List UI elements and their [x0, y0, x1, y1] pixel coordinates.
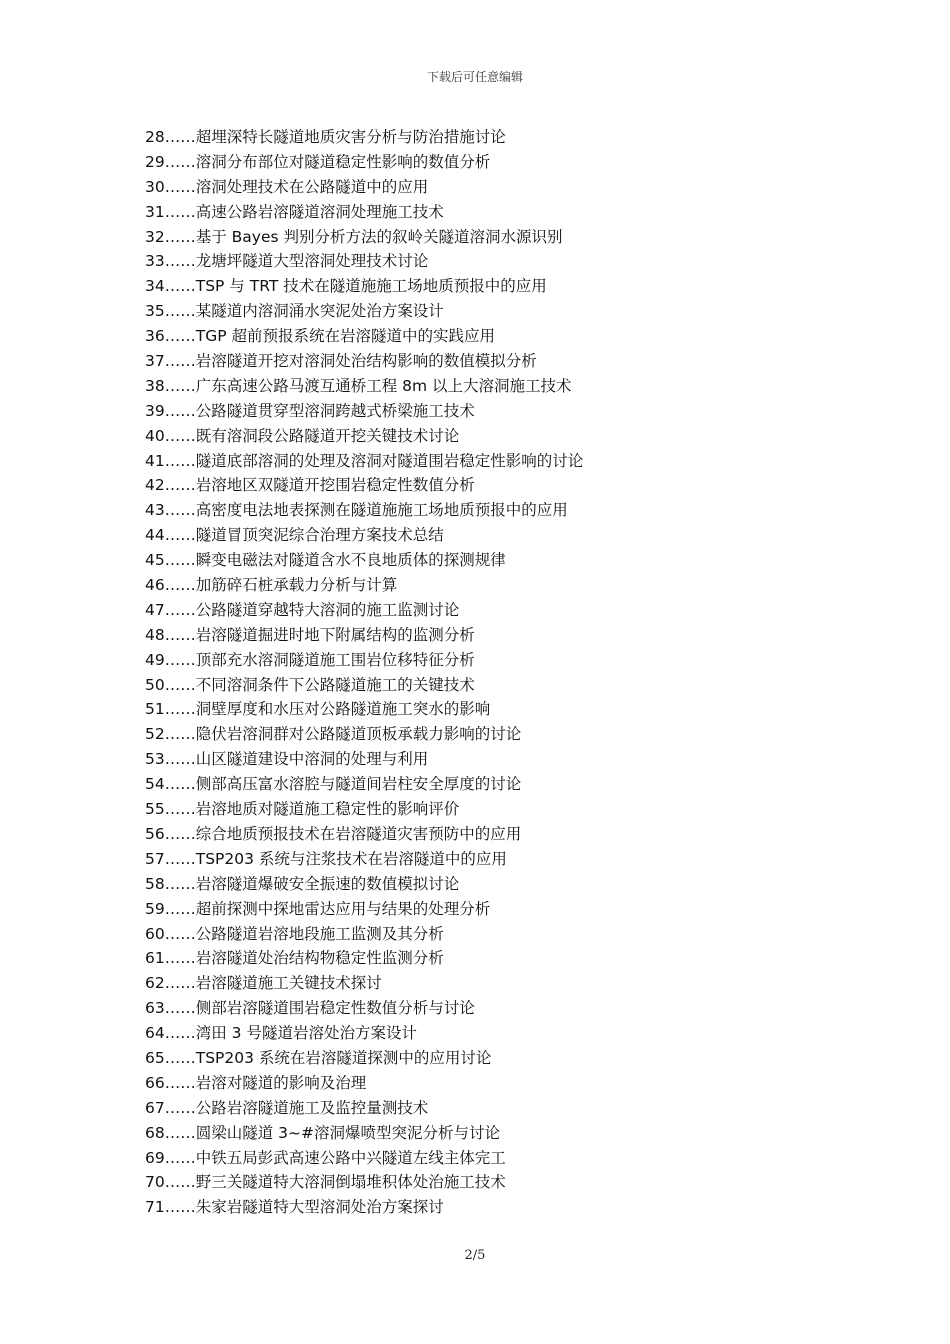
list-item: 33……龙塘坪隧道大型溶洞处理技术讨论 — [145, 252, 429, 271]
list-item: 28……超埋深特长隧道地质灾害分析与防治措施讨论 — [145, 128, 506, 146]
list-item: 69……中铁五局彭武高速公路中兴隧道左线主体完工 — [145, 1148, 506, 1167]
list-item: 42……岩溶地区双隧道开挖围岩稳定性数值分析 — [145, 476, 475, 495]
list-item: 52……隐伏岩溶洞群对公路隧道顶板承载力影响的讨论 — [145, 725, 522, 744]
list-item: 43……高密度电法地表探测在隧道施施工场地质预报中的应用 — [145, 501, 568, 520]
list-item: 40……既有溶洞段公路隧道开挖关键技术讨论 — [145, 426, 460, 445]
list-item: 37……岩溶隧道开挖对溶洞处治结构影响的数值模拟分析 — [145, 352, 537, 371]
list-item: 53……山区隧道建设中溶洞的处理与利用 — [145, 750, 429, 769]
list-item: 58……岩溶隧道爆破安全振速的数值模拟讨论 — [145, 874, 460, 893]
list-item: 47……公路隧道穿越特大溶洞的施工监测讨论 — [145, 600, 460, 619]
list-item: 59……超前探测中探地雷达应用与结果的处理分析 — [145, 899, 491, 918]
list-item: 34……TSP 与 TRT 技术在隧道施施工场地质预报中的应用 — [145, 277, 547, 296]
list-item: 35……某隧道内溶洞涌水突泥处治方案设计 — [145, 302, 444, 321]
list-item: 49……顶部充水溶洞隧道施工围岩位移特征分析 — [145, 650, 475, 669]
list-item: 65……TSP203 系统在岩溶隧道探测中的应用讨论 — [145, 1048, 492, 1067]
list-item: 70……野三关隧道特大溶洞倒塌堆积体处治施工技术 — [145, 1173, 506, 1192]
list-item: 68……圆梁山隧道 3~#溶洞爆喷型突泥分析与讨论 — [145, 1123, 500, 1142]
list-item: 46……加筋碎石桩承载力分析与计算 — [145, 576, 398, 595]
list-item: 62……岩溶隧道施工关键技术探讨 — [145, 974, 382, 993]
list-item: 56……综合地质预报技术在岩溶隧道灾害预防中的应用 — [145, 824, 522, 843]
list-item: 50……不同溶洞条件下公路隧道施工的关键技术 — [145, 675, 475, 694]
list-item: 48……岩溶隧道掘进时地下附属结构的监测分析 — [145, 625, 475, 644]
list-item: 51……洞壁厚度和水压对公路隧道施工突水的影响 — [145, 700, 491, 719]
list-item: 44……隧道冒顶突泥综合治理方案技术总结 — [145, 526, 444, 545]
page-header: 下载后可任意编辑 — [426, 70, 523, 84]
list-item: 60……公路隧道岩溶地段施工监测及其分析 — [145, 924, 444, 943]
list-item: 57……TSP203 系统与注浆技术在岩溶隧道中的应用 — [145, 849, 507, 868]
list-item: 41……隧道底部溶洞的处理及溶洞对隧道围岩稳定性影响的讨论 — [145, 451, 584, 470]
list-item: 61……岩溶隧道处治结构物稳定性监测分析 — [145, 949, 444, 968]
list-item: 31……高速公路岩溶隧道溶洞处理施工技术 — [145, 202, 444, 221]
list-item: 64……湾田 3 号隧道岩溶处治方案设计 — [145, 1024, 417, 1043]
list-item: 45……瞬变电磁法对隧道含水不良地质体的探测规律 — [145, 551, 506, 570]
list-item: 32……基于 Bayes 判别分析方法的叙岭关隧道溶洞水源识别 — [145, 227, 563, 246]
list-item: 55……岩溶地质对隧道施工稳定性的影响评价 — [145, 800, 460, 819]
list-item: 66……岩溶对隧道的影响及治理 — [145, 1073, 367, 1092]
list-item: 29……溶洞分布部位对隧道稳定性影响的数值分析 — [145, 152, 491, 171]
list-item: 67……公路岩溶隧道施工及监控量测技术 — [145, 1098, 429, 1117]
list-item: 54……侧部高压富水溶腔与隧道间岩柱安全厚度的讨论 — [145, 775, 522, 794]
reference-list — [145, 125, 583, 1220]
page-number: 2/5 — [464, 1248, 486, 1263]
list-item: 63……侧部岩溶隧道围岩稳定性数值分析与讨论 — [145, 999, 475, 1018]
list-item: 30……溶洞处理技术在公路隧道中的应用 — [145, 177, 429, 196]
list-item: 39……公路隧道贯穿型溶洞跨越式桥梁施工技术 — [145, 401, 475, 420]
list-item: 71……朱家岩隧道特大型溶洞处治方案探讨 — [145, 1198, 444, 1217]
list-item: 38……广东高速公路马渡互通桥工程 8m 以上大溶洞施工技术 — [145, 376, 572, 395]
list-item: 36……TGP 超前预报系统在岩溶隧道中的实践应用 — [145, 327, 495, 346]
